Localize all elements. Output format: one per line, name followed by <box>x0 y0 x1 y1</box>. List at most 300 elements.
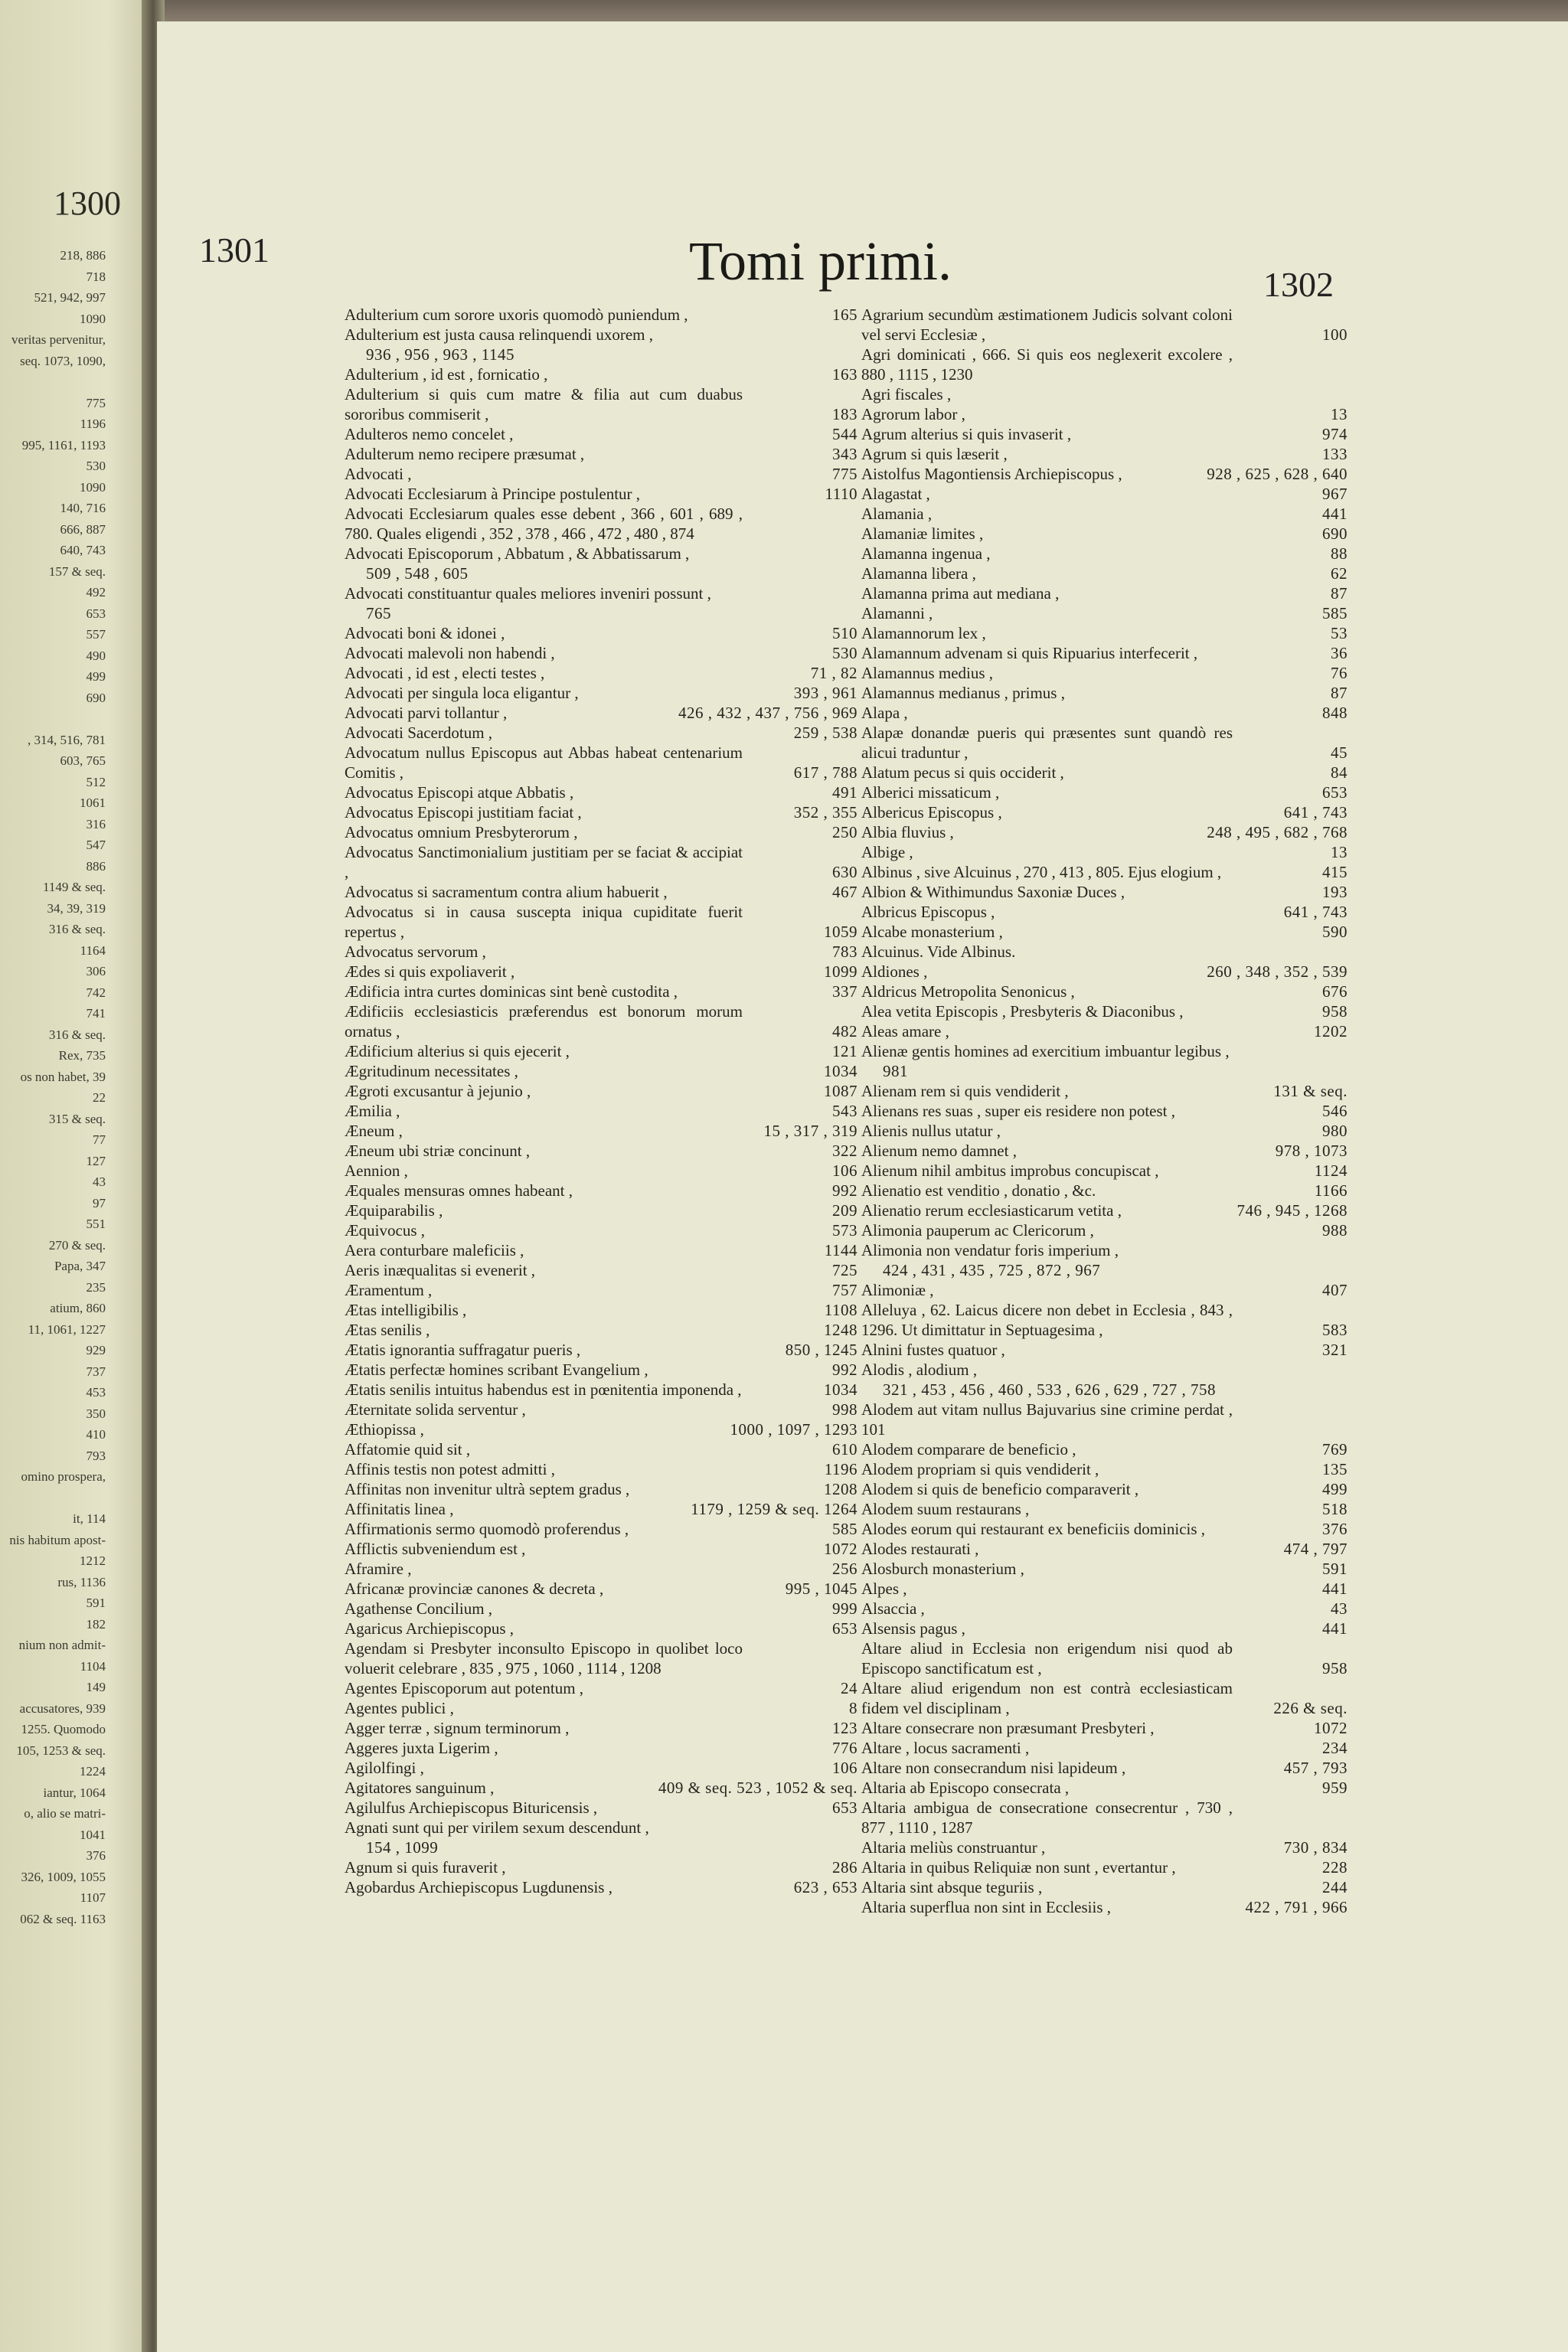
index-entry <box>345 1619 858 1638</box>
index-entry-pages: 13 <box>1331 405 1348 423</box>
left-page-fragment: 43 <box>93 1174 106 1189</box>
left-page-fragment: 410 <box>86 1427 106 1442</box>
index-entry-pages: 848 <box>1322 704 1348 722</box>
index-entry-pages: 163 <box>832 365 858 384</box>
index-entry <box>345 1778 858 1798</box>
index-entry <box>861 305 1348 345</box>
index-entry-pages: 1110 <box>825 485 858 503</box>
index-entry-text: Alcabe monasterium , <box>861 923 1003 941</box>
index-entry-text: Albinus , sive Alcuinus , 270 , 413 , 805. Ejus elogium , <box>861 863 1222 881</box>
index-entry <box>345 1698 858 1718</box>
left-page-fragments <box>0 245 106 1929</box>
index-entry <box>345 683 858 703</box>
index-entry-pages: 1087 <box>824 1082 858 1100</box>
index-entry-text: Alienum nihil ambitus improbus concupiscat , <box>861 1161 1159 1180</box>
index-entry <box>861 703 1348 723</box>
index-entry <box>345 1738 858 1758</box>
left-page-fragment: 326, 1009, 1055 <box>21 1869 106 1884</box>
index-entry-text: Advocati per singula loca eligantur , <box>345 684 579 702</box>
left-page-fragment: 1090 <box>80 311 106 326</box>
index-entry-text: Affinis testis non potest admitti , <box>345 1460 555 1478</box>
left-page-fragment: rus, 1136 <box>57 1574 106 1589</box>
left-page-fragment: 551 <box>86 1217 106 1231</box>
index-entry-pages: 426 , 432 , 437 , 756 , 969 <box>678 704 858 722</box>
index-entry-pages: 1072 <box>1314 1719 1348 1737</box>
left-page-fragment: 775 <box>86 395 106 410</box>
index-entry-text: Agri fiscales , <box>861 385 952 403</box>
index-entry-pages: 36 <box>1331 644 1348 662</box>
index-entry-pages: 1059 <box>824 923 858 941</box>
index-entry <box>345 882 858 902</box>
index-entry <box>861 723 1348 763</box>
left-page-fragment: 603, 765 <box>60 753 106 768</box>
index-entry-pages: 510 <box>832 624 858 642</box>
index-entry-text: Affirmationis sermo quomodò proferendus , <box>345 1520 629 1538</box>
left-page-fragment: 521, 942, 997 <box>34 290 106 305</box>
left-page-fragment: 149 <box>86 1680 106 1694</box>
index-entry <box>345 464 858 484</box>
index-entry-text: Æmilia , <box>345 1102 400 1120</box>
index-entry-text: Alodem aut vitam nullus Bajuvarius sine crimine perdat , 101 <box>861 1400 1233 1439</box>
index-entry-pages: 165 <box>832 305 858 324</box>
index-entry-text: Advocatus omnium Presbyterorum , <box>345 823 578 841</box>
index-entry-pages: 1196 <box>824 1460 858 1478</box>
index-entry-text: Advocatus Episcopi atque Abbatis , <box>345 783 574 802</box>
index-entry-pages: 623 , 653 <box>793 1878 858 1896</box>
index-entry-pages: 992 <box>832 1361 858 1379</box>
left-page-fragment: 1255. Quomodo <box>21 1722 106 1736</box>
index-entry <box>861 1459 1348 1479</box>
index-entry-pages: 653 <box>832 1619 858 1638</box>
index-entry <box>345 444 858 464</box>
index-entry-pages: 457 , 793 <box>1283 1759 1348 1777</box>
left-page-fragment: 235 <box>86 1279 106 1295</box>
index-entry-text: Altare , locus sacramenti , <box>861 1739 1030 1757</box>
index-entry-pages: 183 <box>832 405 858 423</box>
index-entry-text: Alienans res suas , super eis residere non potest , <box>861 1102 1175 1120</box>
index-entry-pages: 133 <box>1322 445 1348 463</box>
index-entry-text: Alodem suum restaurans , <box>861 1500 1030 1518</box>
left-page-fragment: 547 <box>86 838 106 852</box>
index-entry-pages: 999 <box>832 1599 858 1618</box>
left-page-fragment: 1061 <box>80 795 106 810</box>
left-page-fragment <box>0 708 106 730</box>
index-entry-text: Altaria sint absque teguriis , <box>861 1878 1043 1896</box>
index-entry-pages: 121 <box>832 1042 858 1060</box>
index-entry-pages: 106 <box>832 1161 858 1180</box>
index-entry-pages: 641 , 743 <box>1283 803 1348 822</box>
left-page-fragment: 22 <box>93 1090 106 1105</box>
left-page-fragment: 666, 887 <box>60 521 106 537</box>
index-entry-text: Advocati parvi tollantur , <box>345 704 508 722</box>
index-entry <box>861 1001 1348 1021</box>
index-entry-text: Advocati , id est , electi testes , <box>345 664 545 682</box>
index-entry <box>861 1340 1348 1360</box>
index-entry <box>345 1579 858 1599</box>
left-page-fragment: 995, 1161, 1193 <box>21 437 106 452</box>
index-entry-text: Agobardus Archiepiscopus Lugdunensis , <box>345 1878 612 1896</box>
page-number-right: 1302 <box>1263 265 1334 304</box>
index-entry-text: Altare aliud in Ecclesia non erigendum nisi quod ab Episcopo sanctificatum est , <box>861 1639 1233 1677</box>
index-entry-text: Agrarium secundùm æstimationem Judicis solvant coloni vel servi Ecclesiæ , <box>861 305 1233 344</box>
index-entry <box>345 1718 858 1738</box>
index-entry-text: Æternitate solida serventur , <box>345 1400 526 1419</box>
index-entry <box>345 424 858 444</box>
index-entry <box>861 1579 1348 1599</box>
left-page-fragment: 127 <box>86 1153 106 1168</box>
index-entry <box>861 345 1348 384</box>
index-entry <box>345 1678 858 1698</box>
index-entry <box>861 1181 1348 1200</box>
index-entry-pages: 998 <box>832 1400 858 1419</box>
index-entry-text: Altaria ab Episcopo consecrata , <box>861 1779 1070 1797</box>
index-entry-pages: 653 <box>1322 783 1348 802</box>
left-page-fragment: 218, 886 <box>60 248 106 263</box>
left-page-fragment: 105, 1253 & seq. <box>16 1743 106 1758</box>
index-entry-text: Alnini fustes quatuor , <box>861 1341 1005 1359</box>
index-entry-pages: 980 <box>1322 1122 1348 1140</box>
index-entry-text: Agendam si Presbyter inconsulto Episcopo in quolibet loco voluerit celebrare , 835 , 975 , 1060 , 1114 , 1208 <box>345 1639 743 1677</box>
index-entry-text: Alodis , alodium , <box>861 1361 978 1379</box>
index-entry-text: Agrum alterius si quis invaserit , <box>861 425 1072 443</box>
index-entry <box>861 444 1348 464</box>
left-page-fragment: 316 & seq. <box>48 1027 106 1042</box>
left-page-fragment: veritas pervenitur, <box>11 332 106 347</box>
left-page-fragment: 499 <box>86 669 106 684</box>
index-entry-text: Albion & Withimundus Saxoniæ Duces , <box>861 883 1125 901</box>
index-entry <box>345 1499 858 1519</box>
index-entry-text: Agaricus Archiepiscopus , <box>345 1619 514 1638</box>
index-entry-text: Agentes Episcoporum aut potentum , <box>345 1679 584 1697</box>
index-entry-pages: 407 <box>1322 1281 1348 1299</box>
index-entry-pages: 441 <box>1322 505 1348 523</box>
index-entry-pages: 248 , 495 , 682 , 768 <box>1207 823 1348 841</box>
index-entry <box>345 802 858 822</box>
left-page-fragment: 690 <box>86 690 106 705</box>
index-entry-pages: 769 <box>1322 1440 1348 1459</box>
index-entry-pages: 45 <box>1331 743 1348 762</box>
index-entry-text: Alodem si quis de beneficio comparaverit , <box>861 1480 1139 1498</box>
index-entry <box>861 1280 1348 1300</box>
index-entry-pages: 1099 <box>824 962 858 981</box>
index-entry-pages: 544 <box>832 425 858 443</box>
index-entry-text: Ætatis senilis intuitus habendus est in pœnitentia imponenda , <box>345 1380 742 1399</box>
index-entry-text: Agnati sunt qui per virilem sexum descendunt , <box>345 1818 649 1837</box>
index-entry-pages: 1144 <box>824 1241 858 1259</box>
index-entry-pages: 1034 <box>824 1062 858 1080</box>
left-page <box>0 0 153 2352</box>
index-entry <box>861 1798 1348 1838</box>
index-entry-text: Advocatus si in causa suscepta iniqua cupiditate fuerit repertus , <box>345 903 743 941</box>
index-entry <box>345 1360 858 1380</box>
index-entry-text: Agnum si quis furaverit , <box>345 1858 506 1877</box>
index-entry <box>345 1638 858 1678</box>
left-page-fragment: 1090 <box>80 479 106 495</box>
left-page-fragment: 512 <box>86 774 106 789</box>
index-entry-pages: 730 , 834 <box>1283 1838 1348 1857</box>
index-entry-text: Alodem propriam si quis vendiderit , <box>861 1460 1099 1478</box>
index-entry-pages: 981 <box>883 1062 908 1080</box>
index-entry-text: Aldiones , <box>861 962 928 981</box>
index-entry-pages: 850 , 1245 <box>785 1341 858 1359</box>
index-entry-text: Aframire , <box>345 1560 412 1578</box>
left-page-fragment: , 314, 516, 781 <box>28 732 106 747</box>
left-page-fragment: 1041 <box>80 1827 106 1842</box>
left-page-fragment: 306 <box>86 964 106 978</box>
index-entry <box>861 603 1348 623</box>
index-entry <box>345 623 858 643</box>
index-entry <box>861 802 1348 822</box>
index-entry-text: Alimoniæ , <box>861 1281 934 1299</box>
index-entry <box>861 922 1348 942</box>
left-page-fragment: 1212 <box>80 1553 106 1568</box>
index-entry <box>861 1400 1348 1439</box>
index-entry <box>345 1061 858 1081</box>
index-entry <box>345 1857 858 1877</box>
index-entry-pages: 936 , 956 , 963 , 1145 <box>366 345 514 364</box>
left-page-fragment: 886 <box>86 858 106 874</box>
index-entry-pages: 337 <box>832 982 858 1001</box>
index-entry-text: Æquiparabilis , <box>345 1201 443 1220</box>
index-entry-text: Advocati Ecclesiarum à Principe postulentur , <box>345 485 641 503</box>
index-entry-pages: 259 , 538 <box>793 724 858 742</box>
index-entry-text: Aistolfus Magontiensis Archiepiscopus , <box>861 465 1122 483</box>
index-entry <box>345 782 858 802</box>
left-page-fragment: 350 <box>86 1406 106 1421</box>
index-entry-text: Æquales mensuras omnes habeant , <box>345 1181 573 1200</box>
index-entry-text: Agri dominicati , 666. Si quis eos neglexerit excolere , 880 , 1115 , 1230 <box>861 345 1233 384</box>
index-entry-text: Agrorum labor , <box>861 405 965 423</box>
left-page-fragment: 591 <box>86 1596 106 1610</box>
index-entry-text: Advocatus si sacramentum contra alium habuerit , <box>345 883 668 901</box>
index-entry <box>345 364 858 384</box>
index-entry-text: Alienatio est venditio , donatio , &c. <box>861 1181 1096 1200</box>
index-entry-pages: 286 <box>832 1858 858 1877</box>
index-entry-text: Alleluya , 62. Laicus dicere non debet in Ecclesia , 843 , 1296. Ut dimittatur in Septuagesima , <box>861 1301 1233 1339</box>
index-entry-pages: 53 <box>1331 624 1348 642</box>
left-page-fragment: 77 <box>93 1132 106 1147</box>
index-entry-text: Altare consecrare non præsumant Presbyteri , <box>861 1719 1155 1737</box>
index-entry-text: Adulteros nemo concelet , <box>345 425 514 443</box>
left-page-fragment: Papa, 347 <box>54 1259 106 1273</box>
index-entry <box>345 484 858 504</box>
index-entry <box>861 1519 1348 1539</box>
index-entry-text: Agathense Concilium , <box>345 1599 493 1618</box>
index-entry <box>861 1678 1348 1718</box>
index-entry <box>345 544 858 583</box>
index-entry <box>345 902 858 942</box>
index-entry <box>345 1479 858 1499</box>
index-entry-pages: 1034 <box>824 1380 858 1399</box>
index-entry-pages: 746 , 945 , 1268 <box>1236 1201 1348 1220</box>
index-entry-text: Aera conturbare maleficiis , <box>345 1241 524 1259</box>
index-entry-pages: 583 <box>1322 1321 1348 1339</box>
left-page-fragment: 34, 39, 319 <box>47 900 106 916</box>
index-entry-text: Adulterium cum sorore uxoris quomodò puniendum , <box>345 305 688 324</box>
index-entry-pages: 441 <box>1322 1619 1348 1638</box>
index-entry-text: Alberici missaticum , <box>861 783 1000 802</box>
index-entry-text: Albige , <box>861 843 913 861</box>
index-entry-text: Agentes publici , <box>345 1699 454 1717</box>
index-entry <box>345 1419 858 1439</box>
index-entry <box>861 1021 1348 1041</box>
left-page-fragment: 653 <box>86 606 106 621</box>
index-entry-pages: 250 <box>832 823 858 841</box>
index-entry-pages: 995 , 1045 <box>785 1579 858 1598</box>
left-page-fragment: nium non admit- <box>18 1638 106 1652</box>
index-entry <box>345 1559 858 1579</box>
index-entry-pages: 100 <box>1322 325 1348 344</box>
index-entry <box>861 1499 1348 1519</box>
index-entry-text: Adulterium est justa causa relinquendi uxorem , <box>345 325 653 344</box>
index-entry <box>345 1101 858 1121</box>
index-entry-pages: 193 <box>1322 883 1348 901</box>
left-page-fragment: 1104 <box>80 1658 106 1674</box>
index-entry-pages: 573 <box>832 1221 858 1240</box>
index-entry-pages: 1000 , 1097 , 1293 <box>730 1420 858 1439</box>
index-entry-text: Advocatus Sanctimonialium justitiam per se faciat & accipiat , <box>345 843 743 881</box>
index-entry <box>861 524 1348 544</box>
index-entry-pages: 131 & seq. <box>1273 1082 1348 1100</box>
index-entry <box>345 583 858 623</box>
index-entry <box>861 1758 1348 1778</box>
index-entry-text: Alodem comparare de beneficio , <box>861 1440 1076 1459</box>
index-entry <box>861 1877 1348 1897</box>
index-column-right <box>861 305 1348 1917</box>
index-entry-text: Æquivocus , <box>345 1221 425 1240</box>
index-entry-pages: 441 <box>1322 1579 1348 1598</box>
book-top-edge <box>145 0 1568 23</box>
index-entry <box>861 862 1348 882</box>
left-page-fragment: 1196 <box>80 416 106 431</box>
index-entry <box>861 1101 1348 1121</box>
index-entry <box>345 1161 858 1181</box>
left-page-fragment: seq. 1073, 1090, <box>20 353 106 368</box>
index-entry-pages: 43 <box>1331 1599 1348 1618</box>
index-entry <box>345 1519 858 1539</box>
index-entry <box>345 663 858 683</box>
index-entry-pages: 959 <box>1322 1779 1348 1797</box>
index-entry-text: Agrum si quis læserit , <box>861 445 1008 463</box>
left-page-fragment: 11, 1061, 1227 <box>28 1321 106 1337</box>
index-entry <box>861 643 1348 663</box>
index-entry <box>861 1161 1348 1181</box>
left-page-fragment: 742 <box>86 985 106 1000</box>
index-entry-text: Agilulfus Archiepiscopus Bituricensis , <box>345 1798 598 1817</box>
index-entry-text: Alosburch monasterium , <box>861 1560 1024 1578</box>
index-entry <box>861 504 1348 524</box>
index-entry-text: Advocatum nullus Episcopus aut Abbas habeat centenarium Comitis , <box>345 743 743 782</box>
index-entry-text: Agilolfingi , <box>345 1759 424 1777</box>
index-entry-text: Affinitas non invenitur ultrà septem gradus , <box>345 1480 630 1498</box>
index-entry <box>861 1360 1348 1400</box>
index-entry-text: Africanæ provinciæ canones & decreta , <box>345 1579 604 1598</box>
index-entry-pages: 641 , 743 <box>1283 903 1348 921</box>
index-entry-text: Ætas senilis , <box>345 1321 430 1339</box>
index-entry-pages: 87 <box>1331 584 1348 603</box>
index-entry <box>345 842 858 882</box>
index-entry-pages: 1248 <box>824 1321 858 1339</box>
index-entry-text: Albia fluvius , <box>861 823 954 841</box>
index-entry-text: Advocatus servorum , <box>345 942 486 961</box>
index-entry-pages: 84 <box>1331 763 1348 782</box>
index-entry-text: Albericus Episcopus , <box>861 803 1002 822</box>
index-entry <box>861 902 1348 922</box>
index-entry <box>861 1559 1348 1579</box>
left-page-fragment: omino prospera, <box>21 1469 106 1484</box>
index-entry-pages: 376 <box>1322 1520 1348 1538</box>
index-entry <box>345 1599 858 1619</box>
index-entry-text: Adulterium si quis cum matre & filia aut cum duabus sororibus commiserit , <box>345 385 743 423</box>
left-page-fragment: 492 <box>86 585 106 599</box>
index-entry <box>861 404 1348 424</box>
left-page-fragment: 718 <box>86 269 106 284</box>
index-entry-text: Altaria superflua non sint in Ecclesiis , <box>861 1898 1112 1916</box>
index-entry <box>861 982 1348 1001</box>
left-page-fragment: 453 <box>86 1385 106 1400</box>
index-entry <box>861 1240 1348 1280</box>
index-entry <box>861 1599 1348 1619</box>
index-entry <box>861 1479 1348 1499</box>
index-entry <box>861 1439 1348 1459</box>
index-entry-pages: 467 <box>832 883 858 901</box>
index-entry-pages: 585 <box>832 1520 858 1538</box>
left-page-fragment: 737 <box>86 1364 106 1379</box>
index-entry-text: Altare non consecrandum nisi lapideum , <box>861 1759 1126 1777</box>
index-entry <box>345 1260 858 1280</box>
index-entry <box>345 1320 858 1340</box>
index-entry <box>345 942 858 962</box>
left-page-fragment: 316 & seq. <box>48 922 106 936</box>
index-entry <box>861 1200 1348 1220</box>
index-entry-pages: 409 & seq. 523 , 1052 & seq. <box>658 1779 858 1797</box>
index-entry-text: Alamanni , <box>861 604 933 622</box>
left-page-fragment: 157 & seq. <box>48 564 106 579</box>
index-entry-pages: 757 <box>832 1281 858 1299</box>
index-entry-pages: 88 <box>1331 544 1348 563</box>
index-entry-text: Altaria meliùs construantur , <box>861 1838 1046 1857</box>
index-entry-pages: 974 <box>1322 425 1348 443</box>
index-entry-pages: 590 <box>1322 923 1348 941</box>
left-page-fragment: atium, 860 <box>50 1301 106 1315</box>
index-entry <box>345 504 858 544</box>
left-page-fragment: 97 <box>93 1195 106 1210</box>
index-entry-text: Aldricus Metropolita Senonicus , <box>861 982 1075 1001</box>
index-entry-text: Alamanna libera , <box>861 564 976 583</box>
index-entry-text: Adulterum nemo recipere præsumat , <box>345 445 585 463</box>
index-entry-pages: 499 <box>1322 1480 1348 1498</box>
left-page-fragment: o, alio se matri- <box>24 1806 106 1821</box>
left-page-number: 1300 <box>54 185 121 222</box>
index-entry-text: Ædificia intra curtes dominicas sint benè custodita , <box>345 982 678 1001</box>
index-entry <box>861 822 1348 842</box>
index-entry-pages: 1108 <box>824 1301 858 1319</box>
index-entry-text: Altaria ambigua de consecratione consecrentur , 730 , 877 , 1110 , 1287 <box>861 1798 1233 1837</box>
left-page-fragment: it, 114 <box>73 1511 106 1526</box>
index-entry-pages: 422 , 791 , 966 <box>1245 1898 1348 1916</box>
left-page-fragment: 182 <box>86 1616 106 1632</box>
index-entry-pages: 87 <box>1331 684 1348 702</box>
index-entry <box>345 305 858 325</box>
index-entry-text: Alamannus medianus , primus , <box>861 684 1065 702</box>
index-entry <box>861 763 1348 782</box>
index-entry-pages: 783 <box>832 942 858 961</box>
index-entry <box>345 723 858 743</box>
page-number-left: 1301 <box>199 230 270 270</box>
left-page-fragment: accusatores, 939 <box>19 1700 106 1716</box>
index-entry-pages: 775 <box>832 465 858 483</box>
index-entry-pages: 228 <box>1322 1858 1348 1877</box>
